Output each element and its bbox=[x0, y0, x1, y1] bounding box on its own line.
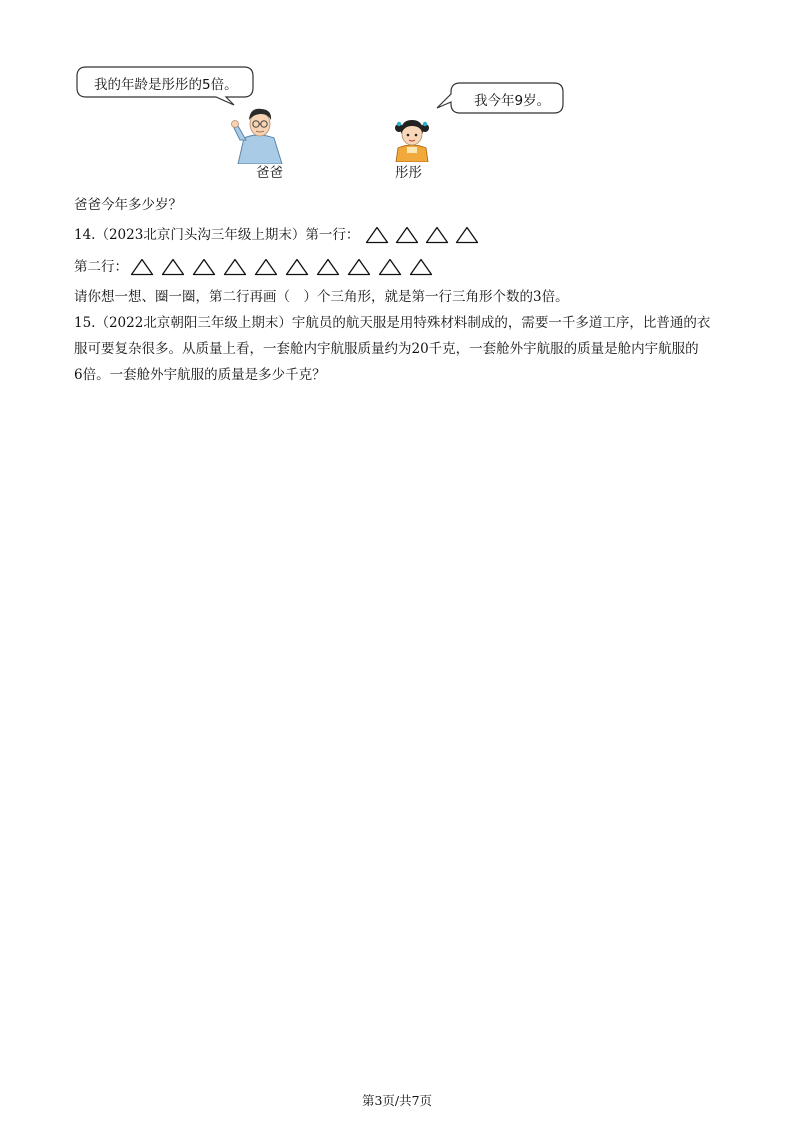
dad-speech-bubble bbox=[76, 66, 254, 106]
triangle-icon bbox=[285, 258, 309, 276]
girl-name-label: 彤彤 bbox=[395, 165, 422, 181]
page-number: 第3页/共7页 bbox=[361, 1093, 433, 1108]
girl-speech-text: 我今年9岁。 bbox=[474, 93, 551, 109]
triangle-icon bbox=[409, 258, 433, 276]
triangle-icon bbox=[254, 258, 278, 276]
triangle-icon bbox=[378, 258, 402, 276]
question-15-line-1: 15.（2022北京朝阳三年级上期末）宇航员的航天服是用特殊材料制成的，需要一千多道工序，比普通的衣 bbox=[74, 315, 711, 331]
dad-figure bbox=[226, 104, 290, 164]
question-15 bbox=[74, 310, 734, 388]
dad-speech-text: 我的年龄是彤彤的5倍。 bbox=[94, 77, 238, 93]
triangle-icon bbox=[347, 258, 371, 276]
question-14-row-2 bbox=[74, 256, 440, 278]
girl-figure bbox=[390, 114, 434, 162]
girl-speech-bubble bbox=[436, 82, 564, 116]
question-13-text: 爸爸今年多少岁？ bbox=[74, 197, 182, 213]
dad-illustration bbox=[226, 104, 290, 164]
row-2-label: 第二行： bbox=[74, 259, 128, 275]
question-14-text: 请你想一想、圈一圈，第二行再画（ ）个三角形，就是第一行三角形个数的3倍。 bbox=[74, 289, 569, 305]
question-14-header: 14.（2023北京门头沟三年级上期末）第一行： bbox=[74, 227, 360, 243]
question-15-line-3: 6倍。一套舱外宇航服的质量是多少千克？ bbox=[74, 367, 326, 383]
triangle-icon bbox=[316, 258, 340, 276]
triangle-icon bbox=[223, 258, 247, 276]
triangle-icon bbox=[161, 258, 185, 276]
triangle-icon bbox=[130, 258, 154, 276]
triangle-row-1 bbox=[365, 226, 485, 244]
triangle-icon bbox=[365, 226, 389, 244]
question-15-line-2: 服可要复杂很多。从质量上看，一套舱内宇航服质量约为20千克，一套舱外宇航服的质量是舱内宇航服的 bbox=[74, 341, 699, 357]
triangle-icon bbox=[455, 226, 479, 244]
triangle-icon bbox=[192, 258, 216, 276]
dad-name-label: 爸爸 bbox=[256, 165, 283, 181]
triangle-row-2 bbox=[130, 258, 440, 276]
girl-illustration bbox=[390, 114, 434, 162]
triangle-icon bbox=[425, 226, 449, 244]
triangle-icon bbox=[395, 226, 419, 244]
question-14-row-1 bbox=[74, 224, 485, 246]
